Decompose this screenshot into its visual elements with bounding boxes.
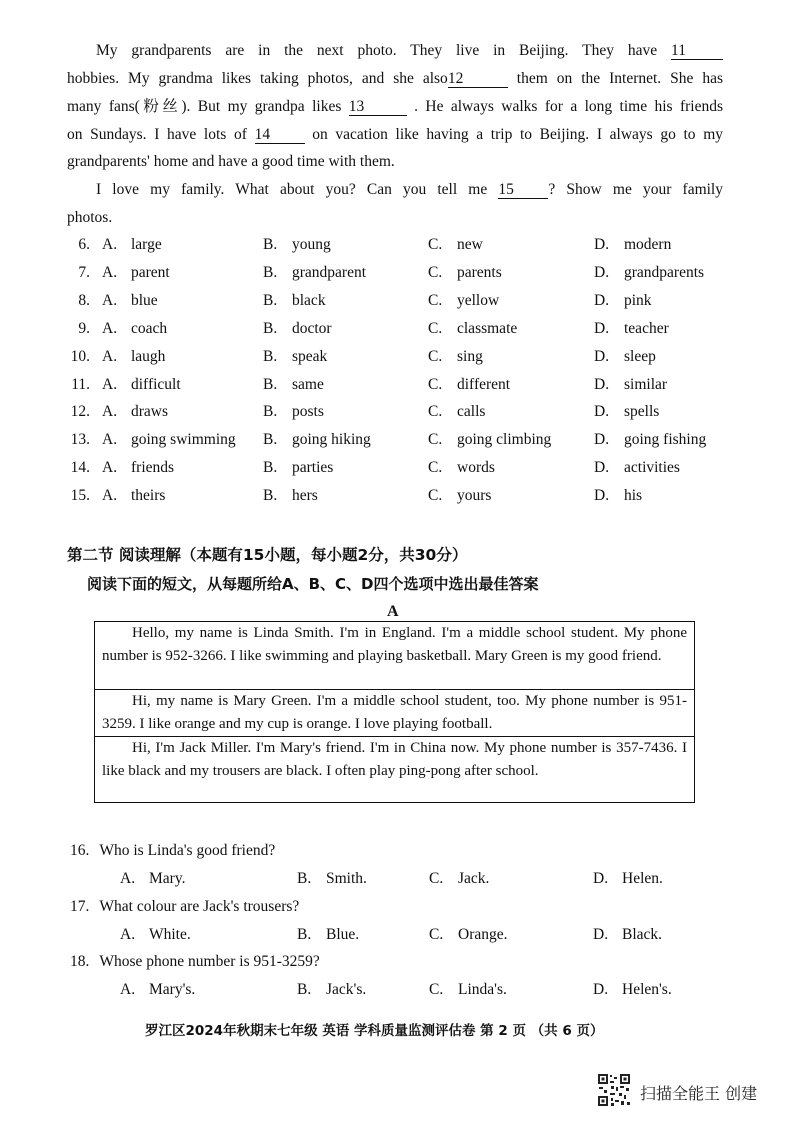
option-letter: C. <box>428 236 443 253</box>
option-letter: C. <box>428 459 443 477</box>
cloze-line-7: photos. <box>67 209 113 226</box>
question-number: 12. <box>70 403 90 421</box>
option-letter: C. <box>428 375 443 393</box>
question-number: 14. <box>70 459 90 477</box>
option-letter: C. <box>428 403 443 421</box>
option-text: going climbing <box>457 431 552 449</box>
option-text: hers <box>292 487 318 505</box>
section-title: 第二节 阅读理解（本题有15小题，每小题2分，共30分） <box>67 546 468 564</box>
option-text: Helen's. <box>622 981 672 998</box>
option-letter: C. <box>428 487 443 505</box>
option-letter: A. <box>120 925 136 943</box>
option-text: going hiking <box>292 431 371 449</box>
cloze-line-3 <box>67 97 723 117</box>
option-text: his <box>624 487 643 505</box>
option-text: Black. <box>622 925 663 943</box>
option-letter: C. <box>428 347 443 365</box>
option-letter: A. <box>102 236 118 253</box>
option-letter: B. <box>263 403 278 421</box>
question-stem <box>70 953 320 971</box>
option-text: Jack's. <box>326 981 367 998</box>
cloze-line-4 <box>67 125 723 145</box>
passage-table <box>94 621 695 803</box>
option-row <box>0 376 794 396</box>
option-text: teacher <box>624 319 669 337</box>
question-number: 17. <box>70 897 90 915</box>
qr-code-icon <box>597 1073 631 1107</box>
option-letter: B. <box>297 981 312 998</box>
option-letter: C. <box>429 981 444 998</box>
passage-text-jack: Hi, I'm Jack Miller. I'm Mary's friend. I'm in China now. My phone number is 357-7436. I like black and my trousers are black. I often play ping-pong after school. <box>102 740 687 779</box>
section-instruction: 阅读下面的短文，从每题所给A、B、C、D四个选项中选出最佳答案 <box>87 575 539 593</box>
cloze-text: ? Show me your family <box>548 181 723 198</box>
option-text: Mary. <box>149 870 186 887</box>
option-letter: D. <box>593 870 609 887</box>
option-letter: D. <box>594 347 610 365</box>
option-text: sing <box>457 347 483 365</box>
question-text: Who is Linda's good friend? <box>99 842 276 859</box>
blank-12: 12 <box>448 70 508 88</box>
option-text: blue <box>131 291 158 309</box>
option-letter: D. <box>594 319 610 337</box>
option-text: parent <box>131 263 170 281</box>
question-text: What colour are Jack's trousers? <box>99 897 300 915</box>
option-text: young <box>292 236 331 253</box>
option-row <box>0 236 794 256</box>
option-letter: D. <box>594 263 610 281</box>
option-letter: B. <box>263 291 278 309</box>
option-text: Helen. <box>622 870 663 887</box>
option-letter: A. <box>102 347 118 365</box>
option-letter: D. <box>594 236 610 253</box>
passage-cell-mary <box>95 690 694 737</box>
option-letter: A. <box>102 431 118 449</box>
question-stem <box>70 842 275 860</box>
option-letter: C. <box>428 263 443 281</box>
option-text: yours <box>457 487 492 505</box>
answer-row <box>0 981 794 1001</box>
question-number: 10. <box>70 347 90 365</box>
page-footer: 罗江区2024年秋期末七年级 英语 学科质量监测评估卷 第 2 页 （共 6 页） <box>145 1023 604 1039</box>
option-text: laugh <box>131 347 166 365</box>
question-number: 9. <box>78 319 90 337</box>
cloze-text: My grandparents are in the next photo. They live in Beijing. They have <box>96 42 658 59</box>
cloze-text: on Sundays. I have lots of <box>67 126 247 143</box>
question-stem <box>70 898 299 916</box>
option-letter: C. <box>429 925 444 943</box>
option-letter: D. <box>594 431 610 449</box>
option-text: draws <box>131 403 169 421</box>
option-text: parents <box>457 263 502 281</box>
option-letter: D. <box>594 291 610 309</box>
answer-row <box>0 870 794 890</box>
option-letter: A. <box>102 291 118 309</box>
option-letter: B. <box>297 870 312 887</box>
question-number: 16. <box>70 842 90 859</box>
blank-14: 14 <box>255 126 305 144</box>
option-text: words <box>457 459 495 477</box>
option-letter: D. <box>594 375 610 393</box>
option-text: White. <box>149 925 191 943</box>
cloze-line-1 <box>96 41 723 61</box>
option-text: Mary's. <box>149 981 196 998</box>
option-text: similar <box>624 375 668 393</box>
option-row <box>0 487 794 507</box>
option-row <box>0 292 794 312</box>
option-letter: C. <box>428 319 443 337</box>
answer-row <box>0 926 794 946</box>
option-letter: B. <box>263 375 278 393</box>
option-row <box>0 348 794 368</box>
option-text: posts <box>292 403 324 421</box>
question-number: 13. <box>70 431 90 449</box>
question-number: 15. <box>70 487 90 505</box>
option-letter: D. <box>594 459 610 477</box>
blank-15: 15 <box>498 181 548 199</box>
option-text: sleep <box>624 347 656 365</box>
passage-cell-linda <box>95 622 694 690</box>
option-text: grandparents <box>624 263 705 281</box>
question-number: 18. <box>70 953 90 970</box>
option-letter: B. <box>263 347 278 365</box>
option-text: Linda's. <box>458 981 507 998</box>
option-letter: A. <box>102 319 118 337</box>
option-letter: A. <box>120 981 136 998</box>
question-text: Whose phone number is 951-3259? <box>99 953 320 970</box>
option-letter: B. <box>263 263 278 281</box>
option-row <box>0 459 794 479</box>
cloze-text: . He always walks for a long time his friends <box>414 98 723 115</box>
option-text: same <box>292 375 324 393</box>
passage-cell-jack <box>95 737 694 804</box>
scanner-watermark: 扫描全能王 创建 <box>640 1084 758 1103</box>
passage-label: A <box>387 603 399 620</box>
option-text: difficult <box>131 375 181 393</box>
cloze-text: them on the Internet. She has <box>516 70 724 87</box>
cloze-line-5: grandparents' home and have a good time with them. <box>67 153 395 170</box>
option-letter: A. <box>102 487 118 505</box>
option-text: different <box>457 375 511 393</box>
option-letter: D. <box>594 487 610 505</box>
option-letter: B. <box>263 487 278 505</box>
option-text: speak <box>292 347 328 365</box>
option-text: theirs <box>131 487 166 505</box>
option-row <box>0 320 794 340</box>
option-letter: B. <box>263 431 278 449</box>
option-letter: B. <box>263 236 278 253</box>
option-text: classmate <box>457 319 518 337</box>
question-number: 6. <box>78 236 90 253</box>
option-letter: A. <box>102 375 118 393</box>
option-letter: B. <box>263 459 278 477</box>
option-letter: D. <box>593 981 609 998</box>
blank-13: 13 <box>349 98 407 116</box>
option-row <box>0 431 794 451</box>
option-text: doctor <box>292 319 332 337</box>
option-text: parties <box>292 459 334 477</box>
option-text: Blue. <box>326 925 360 943</box>
option-text: activities <box>624 459 680 477</box>
option-letter: B. <box>263 319 278 337</box>
option-letter: A. <box>102 459 118 477</box>
passage-text-linda: Hello, my name is Linda Smith. I'm in England. I'm a middle school student. My phone number is 952-3266. I like swimming and playing basketball. Mary Green is my good friend. <box>102 625 687 664</box>
option-text: grandparent <box>292 263 367 281</box>
question-number: 7. <box>78 263 90 281</box>
option-letter: A. <box>102 403 118 421</box>
passage-text-mary: Hi, my name is Mary Green. I'm a middle school student, too. My phone number is 951-3259. I like orange and my cup is orange. I love playing football. <box>102 693 687 732</box>
option-text: large <box>131 236 162 253</box>
option-letter: D. <box>594 403 610 421</box>
cloze-text: I love my family. What about you? Can you tell me <box>96 181 488 198</box>
option-letter: B. <box>297 925 312 943</box>
option-text: coach <box>131 319 168 337</box>
option-letter: D. <box>593 925 609 943</box>
option-row <box>0 264 794 284</box>
option-letter: C. <box>429 870 444 887</box>
option-row <box>0 403 794 423</box>
option-text: modern <box>624 236 672 253</box>
cloze-line-6 <box>96 180 723 200</box>
question-number: 11. <box>71 375 90 393</box>
option-text: friends <box>131 459 175 477</box>
option-text: Jack. <box>458 870 490 887</box>
option-text: pink <box>624 291 652 309</box>
option-text: going swimming <box>131 431 236 449</box>
cloze-text: on vacation like having a trip to Beijing. I always go to my <box>312 126 724 143</box>
cloze-text: hobbies. My grandma likes taking photos, and she also <box>67 70 448 87</box>
option-text: black <box>292 291 326 309</box>
option-text: yellow <box>457 291 500 309</box>
option-text: Smith. <box>326 870 367 887</box>
option-text: spells <box>624 403 660 421</box>
option-text: going fishing <box>624 431 707 449</box>
cloze-text: many fans(粉丝). But my grandpa likes <box>67 98 342 115</box>
option-letter: C. <box>428 431 443 449</box>
question-number: 8. <box>78 291 90 309</box>
option-letter: A. <box>102 263 118 281</box>
cloze-line-2 <box>67 69 723 89</box>
option-text: Orange. <box>458 925 508 943</box>
blank-11: 11 <box>671 42 723 60</box>
option-text: calls <box>457 403 486 421</box>
option-text: new <box>457 236 483 253</box>
option-letter: A. <box>120 870 136 887</box>
option-letter: C. <box>428 291 443 309</box>
